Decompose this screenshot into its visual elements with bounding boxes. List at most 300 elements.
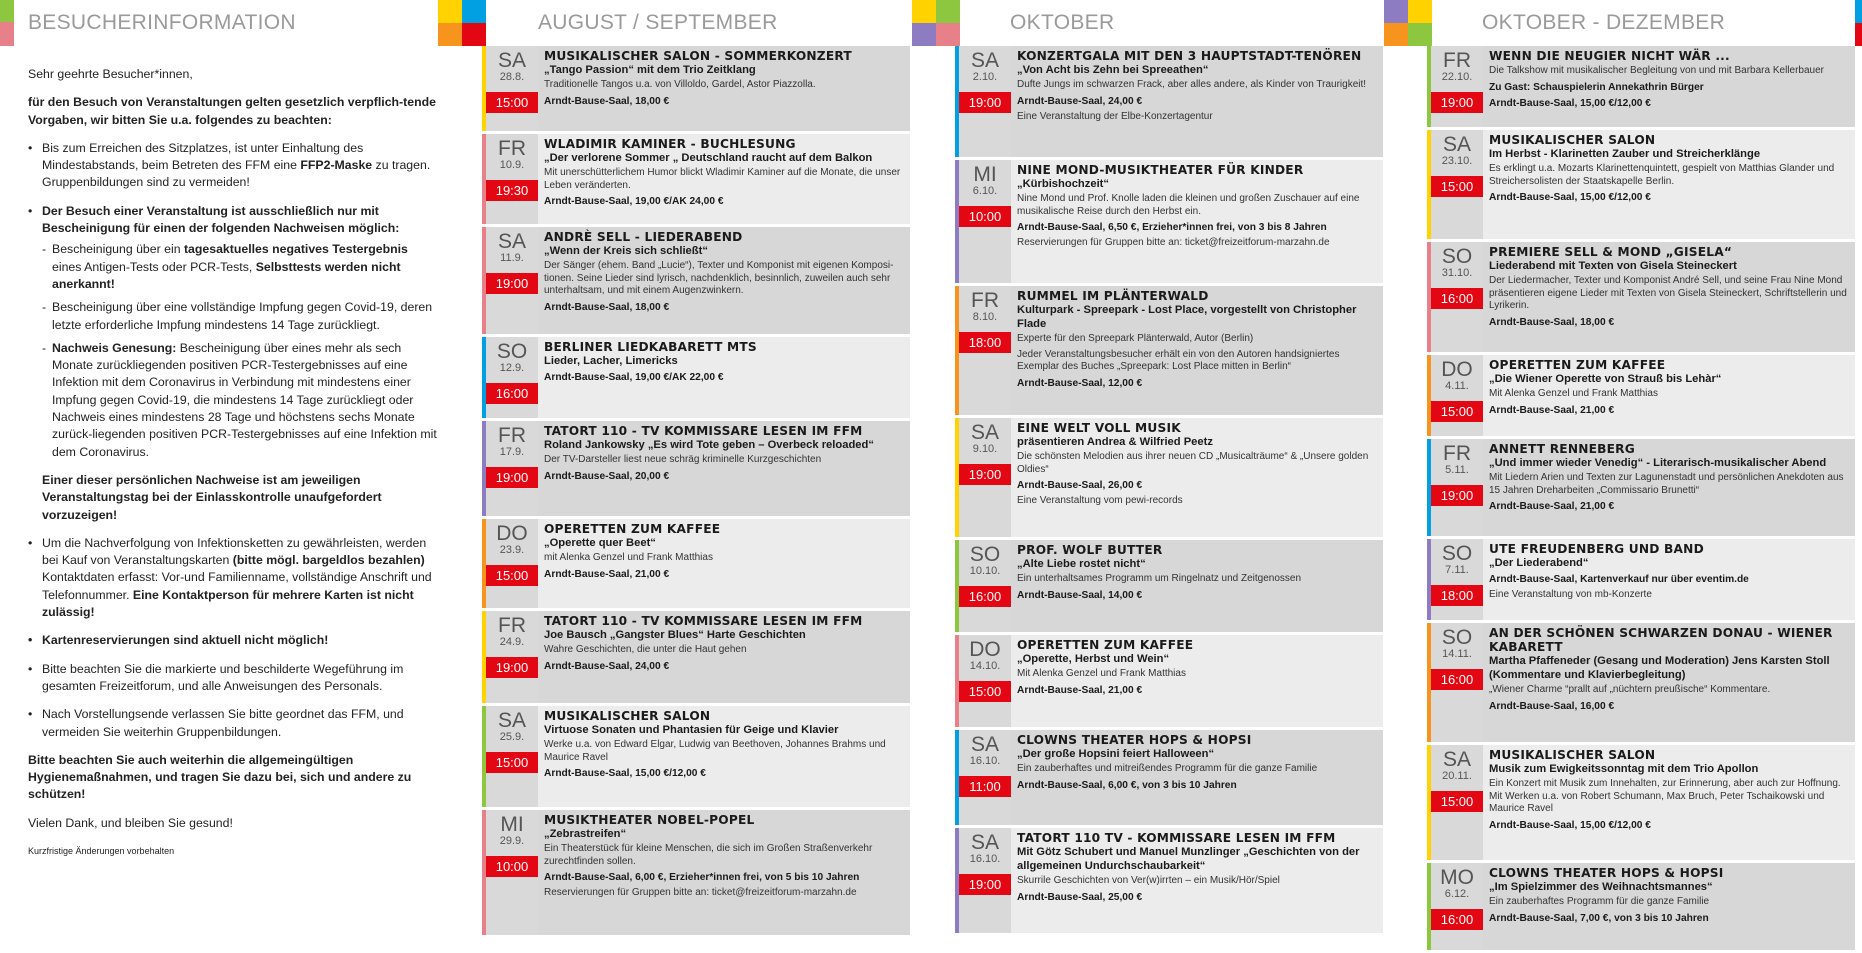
event-entry <box>955 286 1383 418</box>
event-entry <box>955 46 1383 160</box>
event-time: 15:00 <box>1431 791 1483 812</box>
event-date-box <box>486 421 538 516</box>
event-entry <box>482 46 910 134</box>
event-weekday: FR <box>971 289 999 312</box>
event-venue-price: Arndt-Bause-Saal, Kartenverkauf nur über eventim.de <box>1489 574 1749 585</box>
event-date-box <box>486 227 538 334</box>
event-description: Ein unterhaltsames Programm um Ringelnatz und Zeitgenossen <box>1017 573 1302 584</box>
event-description: Traditionelle Tangos u.a. von Villoldo, Gardel, Astor Piazzolla. <box>544 79 816 90</box>
event-subtitle: „Im Spielzimmer des Weihnachtsmannes“ <box>1489 881 1713 893</box>
event-title: AN DER SCHÖNEN SCHWARZEN DONAU - WIENER KABARETT <box>1489 626 1833 654</box>
event-date: 5.11. <box>1445 464 1469 476</box>
event-time: 15:00 <box>1431 401 1483 422</box>
event-date-box <box>1431 46 1483 127</box>
event-description: Dufte Jungs im schwarzen Frack, aber alles andere, als Kinder von Traurigkeit! <box>1017 79 1367 90</box>
event-date: 6.12. <box>1444 888 1470 900</box>
event-title: UTE FREUDENBERG UND BAND <box>1489 542 1704 556</box>
event-time: 10:00 <box>486 856 538 877</box>
event-entry <box>482 421 910 519</box>
event-subtitle: „Alte Liebe rostet nicht“ <box>1017 558 1146 570</box>
event-details <box>538 706 910 807</box>
event-entry <box>955 418 1383 540</box>
event-details <box>538 519 910 608</box>
event-description: Mit Liedern Arien und Texten zur Lagunenstadt und persönlichen Anekdoten aus 15 Jahren Dreharbeiten „Commissario Brunetti“ <box>1489 472 1844 496</box>
event-subtitle: Joe Bausch „Gangster Blues“ Harte Geschichten <box>544 629 806 641</box>
event-date-box <box>1431 863 1483 950</box>
event-venue-price: Zu Gast: Schauspielerin Annekathrin Bürger <box>1489 81 1704 93</box>
event-time: 15:00 <box>959 681 1011 702</box>
event-entry <box>482 810 910 938</box>
event-title: TATORT 110 TV - KOMMISSARE LESEN IM FFM <box>1017 831 1336 845</box>
event-venue-price: Arndt-Bause-Saal, 15,00 €/12,00 € <box>544 768 706 779</box>
event-date: 10.10. <box>969 565 1001 577</box>
thanks-text: Vielen Dank, und bleiben Sie gesund! <box>28 815 233 830</box>
event-date: 22.10. <box>1441 71 1473 83</box>
event-details <box>538 611 910 703</box>
greeting: Sehr geehrte Besucher*innen, <box>28 67 193 81</box>
event-time: 19:00 <box>486 467 538 488</box>
event-weekday: SO <box>969 543 1001 566</box>
event-description: „Wiener Charme “prallt auf „nüchtern preußische“ Kommentare. <box>1489 684 1771 695</box>
event-time: 18:00 <box>959 332 1011 353</box>
event-subtitle: Martha Pfaffeneder (Gesang und Moderation) Jens Karsten Stoll (Kommentare und Klavierbegleitung) <box>1489 655 1830 681</box>
event-entry <box>1427 242 1855 355</box>
event-weekday: DO <box>969 638 1001 661</box>
event-title: EINE WELT VOLL MUSIK <box>1017 421 1181 435</box>
color-square <box>0 22 14 46</box>
event-entry <box>955 730 1383 828</box>
rules-list <box>28 140 440 461</box>
event-date: 24.9. <box>499 636 525 648</box>
color-square <box>462 0 486 23</box>
event-date-box <box>959 46 1011 157</box>
event-date: 17.9. <box>499 446 525 458</box>
rule-proof <box>28 203 440 461</box>
event-description <box>1017 333 1377 374</box>
event-description: Es erklingt u.a. Mozarts Klarinettenquintett, gespielt von Matthias Glander und Streichersolisten der Staatskapelle Berlin. <box>1489 163 1835 187</box>
event-subtitle: „Kürbishochzeit“ <box>1017 178 1109 190</box>
event-venue-price: Arndt-Bause-Saal, 18,00 € <box>1489 316 1615 328</box>
event-subtitle: „Operette quer Beet“ <box>544 537 656 549</box>
event-time: 16:00 <box>486 383 538 404</box>
event-details <box>1483 439 1855 536</box>
event-date-box <box>1431 539 1483 620</box>
event-weekday: DO <box>496 522 528 545</box>
event-venue-price: Arndt-Bause-Saal, 21,00 € <box>1017 684 1143 696</box>
event-venue-price: Arndt-Bause-Saal, 21,00 € <box>1489 404 1615 416</box>
event-details <box>1483 539 1855 620</box>
heading-oktober: OKTOBER <box>1010 11 1115 34</box>
event-date: 14.11. <box>1442 648 1472 660</box>
event-title: MUSIKALISCHER SALON <box>1489 133 1656 147</box>
event-subtitle: Liederabend mit Texten von Gisela Steineckert <box>1489 260 1737 272</box>
event-time: 15:00 <box>486 565 538 586</box>
color-square <box>912 0 936 23</box>
proof-test <box>42 241 440 293</box>
event-date-box <box>1431 355 1483 436</box>
event-entry <box>1427 130 1855 242</box>
event-subtitle: Kulturpark - Spreepark - Lost Place, vorgestellt von Christopher Flade <box>1017 304 1357 330</box>
rule-text-bold: FFP2-Maske <box>300 158 373 173</box>
event-weekday: FR <box>498 424 526 447</box>
event-weekday: SA <box>970 421 999 444</box>
event-entry <box>1427 439 1855 539</box>
event-date: 31.10. <box>1441 267 1473 279</box>
event-subtitle: „Tango Passion“ mit dem Trio Zeitklang <box>544 64 756 76</box>
proof-vaccination: - Bescheinigung über eine vollständige Impfung gegen Covid-19, deren letzte erforderliche Impfung mindestens 14 Tage zurückliegt. <box>42 299 440 334</box>
event-date: 2.10. <box>972 71 998 83</box>
event-description-paragraph: Jeder Veranstaltungsbesucher erhält ein von den Autoren handsigniertes Exemplar des Buches „Spreepark: Lost Place mitten in Berlin“ <box>1017 348 1340 372</box>
event-time: 15:00 <box>486 752 538 773</box>
event-date-box <box>486 706 538 807</box>
event-title: TATORT 110 - TV KOMMISSARE LESEN IM FFM <box>544 614 863 628</box>
event-venue-price: Arndt-Bause-Saal, 19,00 €/AK 24,00 € <box>544 196 724 207</box>
event-venue-price: Arndt-Bause-Saal, 24,00 € <box>544 660 670 672</box>
event-date: 12.9. <box>499 362 525 374</box>
event-entry <box>1427 745 1855 863</box>
event-date-box <box>959 730 1011 825</box>
event-details <box>1011 46 1383 157</box>
event-time: 10:00 <box>959 206 1011 227</box>
event-time: 19:00 <box>959 874 1011 895</box>
event-weekday: SO <box>1441 626 1473 649</box>
proof-text: Bescheinigung über eines mehr als sech Monate zurückliegenden positiven PCR-Testergebnisses auf eine Infektion mit dem Coronavirus in Verbindung mit mindestens einer Impfung gegen Covid-19, die mindestens 14 Tage zurückliegt oder Nachweis eines mindestens 28 Tage und höchstens sechs Monate zurück-liegenden positiven PCR-Testergebnisses auf eine Infektion mit dem Coronavirus. <box>52 340 437 459</box>
rule-text-bold: (bitte mögl. bargeldlos bezahlen) <box>232 553 425 568</box>
event-time: 19:00 <box>1431 485 1483 506</box>
event-details <box>1483 623 1855 742</box>
event-details <box>1011 286 1383 415</box>
event-entry <box>482 134 910 227</box>
proof-text: eines Antigen-Tests oder PCR-Tests, <box>52 259 256 274</box>
event-time: 18:00 <box>1431 585 1483 606</box>
event-title: OPERETTEN ZUM KAFFEE <box>1489 358 1666 372</box>
event-details <box>538 134 910 224</box>
event-venue-price: Arndt-Bause-Saal, 15,00 €/12,00 € <box>1489 819 1651 831</box>
event-subtitle: Lieder, Lacher, Limericks <box>544 355 678 367</box>
event-description: Mit unerschütterlichem Humor blickt Wladimir Kaminer auf die Monate, die unser Leben veränderten. <box>544 167 901 191</box>
event-weekday: SO <box>1441 245 1473 268</box>
event-time: 15:00 <box>1431 176 1483 197</box>
event-time: 16:00 <box>1431 288 1483 309</box>
event-entry <box>955 828 1383 936</box>
event-date-box <box>1431 623 1483 742</box>
event-date: 7.11. <box>1445 564 1469 576</box>
event-description: Ein Konzert mit Musik zum Innehalten, zur Erinnerung, aber auch zur Hoffnung. Mit Werken u.a. von Robert Schumann, Max Bruch, Peter Tschaikowski und Maurice Ravel <box>1489 778 1841 814</box>
rule-text: Um die Nachverfolgung von Infektionsketten zu gewährleisten, werden bei Kauf von Veranstaltungskarten <box>42 535 427 568</box>
proof-notice: Einer dieser persönlichen Nachweise ist am jeweiligen Veranstaltungstag bei der Einlasskontrolle unaufgefordert vorzuzeigen! <box>42 472 382 522</box>
event-details <box>1011 540 1383 632</box>
event-date-box <box>959 418 1011 537</box>
proof-sublist <box>42 241 440 461</box>
event-entry <box>482 227 910 337</box>
event-title: MUSIKALISCHER SALON - SOMMERKONZERT <box>544 49 852 63</box>
event-description: Der Sänger (ehem. Band „Lucie“), Texter und Komponist mit eigenen Komposi-tionen. Seine Lieder sind lyrisch, nachdenklich, besinnlich, zuweilen auch sehr unterhaltsam, und mit einem Augenzwinkern. <box>544 260 894 296</box>
event-date-box <box>486 611 538 703</box>
event-weekday: FR <box>1443 442 1471 465</box>
event-subtitle: „Der verlorene Sommer „ Deutschland raucht auf dem Balkon <box>544 152 873 164</box>
event-date: 29.9. <box>499 835 525 847</box>
event-weekday: FR <box>1443 49 1471 72</box>
event-date: 28.8. <box>499 71 525 83</box>
event-details <box>1011 730 1383 825</box>
event-extra-info: Eine Veranstaltung von mb-Konzerte <box>1489 589 1652 600</box>
event-date-box <box>959 160 1011 283</box>
event-description: Die schönsten Melodien aus ihrer neuen CD „Musicalträume“ & „Unsere golden Oldies“ <box>1017 451 1369 475</box>
event-venue-price: Arndt-Bause-Saal, 6,00 €, von 3 bis 10 Jahren <box>1017 779 1237 791</box>
rule-contact <box>28 535 440 621</box>
events-oktober <box>955 46 1383 936</box>
event-entry <box>482 706 910 810</box>
event-title: BERLINER LIEDKABARETT MTS <box>544 340 757 354</box>
event-venue-price: Arndt-Bause-Saal, 19,00 €/AK 22,00 € <box>544 372 724 383</box>
event-weekday: SA <box>497 230 526 253</box>
color-square <box>0 0 14 22</box>
event-subtitle: Musik zum Ewigkeitssonntag mit dem Trio Apollon <box>1489 763 1759 775</box>
event-description-paragraph: Experte für den Spreepark Plänterwald, Autor (Berlin) <box>1017 333 1254 344</box>
color-square <box>936 23 960 46</box>
event-subtitle: „Der große Hopsini feiert Halloween“ <box>1017 748 1215 760</box>
event-date: 23.10. <box>1441 155 1473 167</box>
event-entry <box>955 540 1383 635</box>
event-venue-price: Arndt-Bause-Saal, 24,00 € <box>1017 95 1143 107</box>
rules-list-2 <box>28 535 440 741</box>
event-entry <box>1427 623 1855 745</box>
event-title: CLOWNS THEATER HOPS & HOPSI <box>1489 866 1724 880</box>
event-weekday: SO <box>496 340 528 363</box>
event-venue-price: Arndt-Bause-Saal, 6,00 €, Erzieher*innen frei, von 5 bis 10 Jahren <box>544 872 860 883</box>
event-entry <box>1427 863 1855 953</box>
event-date: 8.10. <box>972 311 998 323</box>
event-extra-info: Eine Veranstaltung vom pewi-records <box>1017 495 1183 506</box>
proof-text-bold: Selbsttests werden nicht anerkannt! <box>52 259 401 291</box>
event-date: 9.10. <box>972 443 998 455</box>
event-extra-info: Eine Veranstaltung der Elbe-Konzertagentur <box>1017 110 1213 122</box>
rule-text: Kontaktdaten erfasst: Vor-und Familienname, vollständige Anschrift und Telefonnummer. <box>42 570 432 602</box>
event-details <box>1483 355 1855 436</box>
event-subtitle: Mit Götz Schubert und Manuel Munzlinger „Geschichten von der allgemeinen Undurchschaubarkeit“ <box>1017 846 1360 872</box>
rule-mask <box>28 140 440 192</box>
heading-august-september: AUGUST / SEPTEMBER <box>538 11 778 34</box>
event-time: 16:00 <box>959 586 1011 607</box>
rule-text-bold: Der Besuch einer Veranstaltung ist ausschließlich nur mit Bescheinigung für einen der folgenden Nachweisen möglich: <box>42 203 400 236</box>
event-title: WLADIMIR KAMINER - BUCHLESUNG <box>544 137 796 151</box>
event-entry <box>1427 539 1855 623</box>
color-square <box>462 23 486 46</box>
event-weekday: SA <box>497 709 526 732</box>
event-title: OPERETTEN ZUM KAFFEE <box>1017 638 1194 652</box>
event-date-box <box>486 519 538 608</box>
event-title: KONZERTGALA MIT DEN 3 HAUPTSTADT-TENÖREN <box>1017 49 1362 63</box>
event-subtitle: „Und immer wieder Venedig“ - Literarisch-musikalischer Abend <box>1489 457 1827 469</box>
event-date-box <box>1431 745 1483 860</box>
event-weekday: DO <box>1441 358 1473 381</box>
event-details <box>1483 863 1855 950</box>
event-date: 6.10. <box>972 185 998 197</box>
event-description: Ein zauberhaftes Programm für die ganze Familie <box>1489 896 1710 907</box>
event-details <box>538 46 910 131</box>
event-details <box>538 421 910 516</box>
event-title: ANNETT RENNEBERG <box>1489 442 1635 456</box>
event-date-box <box>1431 242 1483 352</box>
rule-text: Bis zum Erreichen des Sitzplatzes, ist unter Einhaltung des Mindestabstands, beim Betreten des FFM eine <box>42 140 364 173</box>
event-weekday: SA <box>497 49 526 72</box>
color-square <box>1855 23 1862 46</box>
event-description: Ein Theaterstück für kleine Menschen, die sich im Großen Straßenverkehr zurechtfinden sollen. <box>544 843 873 867</box>
visitor-information <box>28 66 440 871</box>
event-date-box <box>486 337 538 418</box>
color-square <box>1855 0 1862 23</box>
heading-oktober-dezember: OKTOBER - DEZEMBER <box>1482 11 1726 34</box>
closing-text: Bitte beachten Sie auch weiterhin die allgemeingültigen Hygienemaßnahmen, und tragen Sie dazu bei, sich und andere zu schützen! <box>28 752 412 802</box>
event-venue-price: Arndt-Bause-Saal, 18,00 € <box>544 95 670 107</box>
event-weekday: MO <box>1440 866 1474 889</box>
proof-recovery <box>42 340 440 461</box>
event-date-box <box>959 286 1011 415</box>
event-weekday: MI <box>973 163 997 186</box>
event-entry <box>1427 46 1855 130</box>
event-date: 25.9. <box>499 731 525 743</box>
color-square <box>1384 23 1408 46</box>
event-date: 10.9. <box>499 159 525 171</box>
event-title: MUSIKTHEATER NOBEL-POPEL <box>544 813 755 827</box>
event-venue-price: Arndt-Bause-Saal, 6,50 €, Erzieher*innen frei, von 3 bis 8 Jahren <box>1017 222 1327 233</box>
rule-routing: • Bitte beachten Sie die markierte und beschilderte Wegeführung im gesamten Freizeitforum, und alle Anweisungen des Personals. <box>28 661 440 696</box>
rule-reservations: • Kartenreservierungen sind aktuell nicht möglich! <box>28 632 440 649</box>
proof-text-bold: tagesaktuelles negatives Testergebnis <box>183 242 408 257</box>
rule-text: zu tragen. Gruppenbildungen sind zu vermeiden! <box>42 158 431 190</box>
event-weekday: SA <box>1442 748 1471 771</box>
event-weekday: SA <box>970 831 999 854</box>
event-venue-price: Arndt-Bause-Saal, 21,00 € <box>544 568 670 580</box>
event-date: 14.10. <box>969 660 1001 672</box>
event-time: 11:00 <box>959 776 1011 797</box>
event-description: mit Alenka Genzel und Frank Matthias <box>544 552 713 563</box>
event-details <box>1011 160 1383 283</box>
event-venue-price: Arndt-Bause-Saal, 14,00 € <box>1017 589 1143 601</box>
event-time: 16:00 <box>1431 669 1483 690</box>
event-time: 19:00 <box>486 273 538 294</box>
intro-text: für den Besuch von Veranstaltungen gelten gesetzlich verpflich-tende Vorgaben, wir bitten Sie u.a. folgendes zu beachten: <box>28 95 436 127</box>
proof-text: Bescheinigung über ein <box>52 242 184 257</box>
event-time: 19:30 <box>486 180 538 201</box>
heading-besucherinformation: BESUCHERINFORMATION <box>28 11 296 34</box>
event-description: Wahre Geschichten, die unter die Haut gehen <box>544 644 747 655</box>
event-date: 16.10. <box>969 853 1001 865</box>
event-venue-price: Arndt-Bause-Saal, 18,00 € <box>544 301 670 313</box>
event-details <box>1011 635 1383 727</box>
event-time: 19:00 <box>959 92 1011 113</box>
event-date-box <box>1431 439 1483 536</box>
event-subtitle: „Zebrastreifen“ <box>544 828 627 840</box>
event-date: 23.9. <box>499 544 525 556</box>
event-subtitle: „Der Liederabend“ <box>1489 557 1589 569</box>
event-title: ANDRÈ SELL - LIEDERABEND <box>544 230 743 244</box>
event-description: Der Liedermacher, Texter und Komponist André Sell, und seine Frau Nine Mond präsentieren eigene Lieder mit Texten von Gisela Steineckert, Schriftstellerin und Lyrikerin. <box>1489 275 1847 311</box>
color-square <box>912 23 936 46</box>
event-venue-price: Arndt-Bause-Saal, 25,00 € <box>1017 891 1143 903</box>
event-extra-info: Reservierungen für Gruppen bitte an: ticket@freizeitforum-marzahn.de <box>544 887 857 898</box>
event-title: PREMIERE SELL & MOND „GISELA“ <box>1489 245 1733 259</box>
event-venue-price: Arndt-Bause-Saal, 26,00 € <box>1017 480 1143 491</box>
event-entry <box>955 635 1383 730</box>
event-venue-price: Arndt-Bause-Saal, 16,00 € <box>1489 700 1615 712</box>
event-venue-price: Arndt-Bause-Saal, 12,00 € <box>1017 377 1143 389</box>
event-title: RUMMEL IM PLÄNTERWALD <box>1017 289 1209 303</box>
event-venue-price: Arndt-Bause-Saal, 21,00 € <box>1489 501 1615 512</box>
event-title: OPERETTEN ZUM KAFFEE <box>544 522 721 536</box>
event-details <box>1011 418 1383 537</box>
event-title: MUSIKALISCHER SALON <box>544 709 711 723</box>
event-title: MUSIKALISCHER SALON <box>1489 748 1656 762</box>
event-date-box <box>1431 130 1483 239</box>
event-title: CLOWNS THEATER HOPS & HOPSI <box>1017 733 1252 747</box>
event-date-box <box>486 134 538 224</box>
color-square <box>1384 0 1408 23</box>
event-time: 19:00 <box>1431 92 1483 113</box>
event-date-box <box>959 540 1011 632</box>
event-time: 15:00 <box>486 92 538 113</box>
event-extra-info: Reservierungen für Gruppen bitte an: ticket@freizeitforum-marzahn.de <box>1017 237 1330 248</box>
rule-leaving: • Nach Vorstellungsende verlassen Sie bitte geordnet das FFM, und vermeiden Sie weiterhin Gruppenbildungen. <box>28 706 440 741</box>
event-subtitle: Im Herbst - Klarinetten Zauber und Streicherklänge <box>1489 148 1761 160</box>
event-title: PROF. WOLF BUTTER <box>1017 543 1163 557</box>
event-venue-price: Arndt-Bause-Saal, 15,00 €/12,00 € <box>1489 97 1651 109</box>
changes-note: Kurzfristige Änderungen vorbehalten <box>28 845 175 856</box>
event-details <box>1011 828 1383 933</box>
event-details <box>538 337 910 418</box>
event-description: Skurrile Geschichten von Ver(w)irrten – ein Musik/Hör/Spiel <box>1017 875 1280 886</box>
event-weekday: FR <box>498 137 526 160</box>
event-description: Ein zauberhaftes und mitreißendes Programm für die ganze Familie <box>1017 763 1318 774</box>
event-entry <box>482 519 910 611</box>
event-venue-price: Arndt-Bause-Saal, 15,00 €/12,00 € <box>1489 192 1651 203</box>
event-date-box <box>486 46 538 131</box>
event-subtitle: „Wenn der Kreis sich schließt“ <box>544 245 708 257</box>
event-subtitle: Virtuose Sonaten und Phantasien für Geige und Klavier <box>544 724 839 736</box>
events-august-september <box>482 46 910 938</box>
event-description: Nine Mond und Prof. Knolle laden die kleinen und großen Zuschauer auf eine musikalische Reise durch den Herbst ein. <box>1017 193 1360 217</box>
proof-text-bold: Nachweis Genesung: <box>52 340 177 355</box>
event-details <box>538 227 910 334</box>
event-details <box>538 810 910 935</box>
color-square <box>438 0 462 23</box>
event-details <box>1483 46 1855 127</box>
color-square <box>936 0 960 23</box>
event-date-box <box>959 828 1011 933</box>
event-weekday: SA <box>1442 133 1471 156</box>
color-square <box>1408 0 1432 23</box>
event-details <box>1483 745 1855 860</box>
event-subtitle: „Von Acht bis Zehn bei Spreeathen“ <box>1017 64 1209 76</box>
event-details <box>1483 130 1855 239</box>
rule-text-bold: Eine Kontaktperson für mehrere Karten ist nicht zulässig! <box>42 587 414 620</box>
event-date: 11.9. <box>500 252 524 264</box>
event-time: 19:00 <box>959 464 1011 485</box>
event-venue-price: Arndt-Bause-Saal, 20,00 € <box>544 470 670 482</box>
event-entry <box>482 611 910 706</box>
color-square <box>438 23 462 46</box>
event-date-box <box>959 635 1011 727</box>
event-weekday: FR <box>498 614 526 637</box>
event-date: 4.11. <box>1445 380 1469 392</box>
event-weekday: MI <box>500 813 524 836</box>
event-description: Werke u.a. von Edward Elgar, Ludwig van Beethoven, Johannes Brahms und Maurice Ravel <box>544 739 886 763</box>
event-description: Die Talkshow mit musikalischer Begleitung von und mit Barbara Kellerbauer <box>1489 65 1824 76</box>
event-subtitle: präsentieren Andrea & Wilfried Peetz <box>1017 436 1213 448</box>
event-entry <box>955 160 1383 286</box>
event-title: TATORT 110 - TV KOMMISSARE LESEN IM FFM <box>544 424 863 438</box>
event-date-box <box>486 810 538 935</box>
